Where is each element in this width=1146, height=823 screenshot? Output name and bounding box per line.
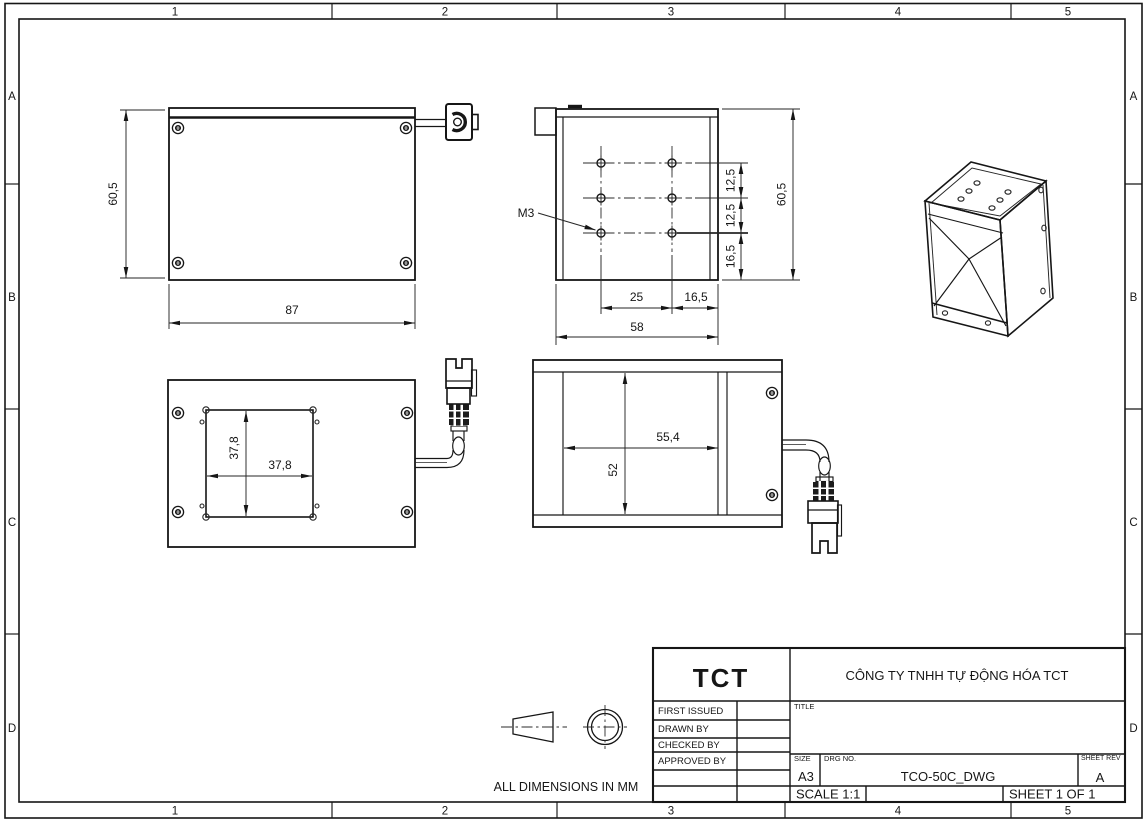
- zone-col-5-bottom: 5: [1064, 805, 1072, 818]
- dim-aperture-width: 37,8: [268, 458, 292, 472]
- zone-row-b-left: B: [8, 292, 16, 304]
- zone-col-3-bottom: 3: [667, 805, 675, 818]
- first-issued-label: FIRST ISSUED: [658, 706, 724, 717]
- dim-aperture-height: 37,8: [227, 436, 241, 460]
- view-hole-pattern: [518, 107, 800, 346]
- view-isometric: [925, 162, 1053, 336]
- zone-col-4-bottom: 4: [894, 805, 902, 818]
- projection-symbol: [501, 705, 627, 749]
- sheet-border: [5, 4, 1142, 819]
- connector-top-view: [446, 104, 478, 140]
- connector-side-view: [782, 440, 842, 553]
- company-name: CÔNG TY TNHH TỰ ĐỘNG HÓA TCT: [845, 668, 1069, 683]
- zone-col-2-top: 2: [441, 6, 449, 19]
- sheet-value: SHEET 1 OF 1: [1009, 786, 1096, 802]
- title-block: [653, 648, 1125, 802]
- drawn-by-label: DRAWN BY: [658, 724, 709, 735]
- view-front: [168, 359, 477, 547]
- zone-row-c-left: C: [7, 517, 17, 529]
- zone-row-d-right: D: [1129, 723, 1138, 735]
- dim-col-pitch: 25: [629, 290, 644, 304]
- sheet-rev-label: SHEET REV: [1081, 755, 1121, 762]
- connector-front-view: [415, 359, 477, 468]
- zone-col-2-bottom: 2: [441, 805, 449, 818]
- company-logo: TCT: [692, 663, 750, 693]
- rev-value: A: [1095, 770, 1105, 785]
- dim-window-width: 55,4: [656, 430, 680, 444]
- dim-holes-width: 58: [630, 320, 644, 334]
- zone-col-5-top: 5: [1064, 6, 1072, 19]
- label-thread-m3: M3: [517, 206, 535, 220]
- dim-top-width: 87: [285, 303, 299, 317]
- dim-row-pitch-2: 12,5: [723, 203, 738, 228]
- zone-row-b-right: B: [1129, 292, 1138, 304]
- view-top: [106, 104, 478, 329]
- zone-row-d-left: D: [7, 723, 17, 735]
- drg-no-value: TCO-50C_DWG: [900, 769, 996, 784]
- zone-row-a-left: A: [8, 91, 16, 103]
- units-note: ALL DIMENSIONS IN MM: [493, 780, 639, 794]
- drg-no-label: DRG NO.: [824, 754, 857, 763]
- title-label: TITLE: [794, 702, 815, 711]
- scale-value: SCALE 1:1: [796, 786, 861, 802]
- dim-row-pitch-1: 12,5: [723, 168, 738, 193]
- size-value: A3: [798, 769, 814, 784]
- dim-holes-height: 60,5: [774, 182, 789, 207]
- zone-row-a-right: A: [1129, 91, 1138, 103]
- dim-window-height: 52: [606, 463, 620, 477]
- zone-col-1-bottom: 1: [171, 805, 179, 818]
- approved-by-label: APPROVED BY: [658, 756, 727, 767]
- size-label: SIZE: [794, 754, 811, 763]
- dim-top-height: 60,5: [106, 182, 120, 206]
- view-side: [533, 360, 842, 553]
- checked-by-label: CHECKED BY: [658, 740, 720, 751]
- dim-col-offset: 16,5: [684, 290, 708, 304]
- zone-row-c-right: C: [1129, 517, 1138, 529]
- zone-col-4-top: 4: [894, 6, 902, 19]
- dim-row-offset: 16,5: [723, 244, 738, 269]
- zone-col-1-top: 1: [171, 6, 179, 19]
- zone-col-3-top: 3: [667, 6, 675, 19]
